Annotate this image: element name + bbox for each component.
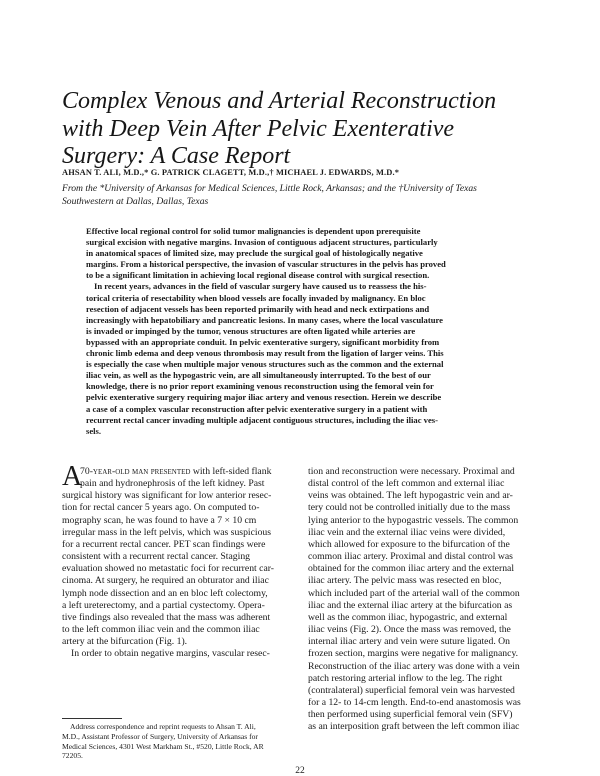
abstract-line: bypassed with an appropriate conduit. In pelvic exenterative surgery, significant morbidity from [86,336,440,347]
correspondence-footnote [62,722,300,761]
title-line: Surgery: A Case Report [62,143,291,169]
body-line: a left ureterectomy, and a partial cystectomy. Opera- [62,599,265,611]
body-line: lying anterior to the hypogastric vessels. The common [308,514,519,526]
affiliations [62,183,552,208]
body-line: tion and reconstruction were necessary. Proximal and [308,466,515,477]
body-line: distal control of the left common and external iliac [308,478,505,490]
body-line: obtained for the common iliac artery and the external [308,563,515,575]
body-column-left [62,466,300,661]
abstract-line: iliac vein, as well as the hypogastric vein, are all simultaneously interrupted. To the best of our [86,370,431,381]
body-line [62,466,300,478]
body-line: well as the common iliac, hypogastric, and external [308,611,508,623]
body-line: pain and hydronephrosis of the left kidney. Past [80,478,265,490]
body-line: tion for rectal cancer 5 years ago. On computed to- [62,502,260,514]
footnote-divider [62,718,122,719]
body-line: tery could not be controlled initially due to the mass [308,502,511,514]
body-line: internal iliac artery and vein were suture ligated. On [308,636,511,648]
abstract-line: increasingly with hepatobiliary and pancreatic lesions. In many cases, where the local vasculature [86,314,443,325]
abstract-line: In recent years, advances in the field of vascular surgery have caused us to reassess the his- [94,281,427,292]
body-line: artery at the bifurcation (Fig. 1). [62,636,188,648]
affiliation-line: From the *University of Arkansas for Medical Sciences, Little Rock, Arkansas; and the †University of Texas [62,183,477,194]
body-line: irregular mass in the left pelvis, which was suspicious [62,526,272,538]
body-line: common iliac artery. Proximal and distal control was [308,551,513,563]
abstract-line: Effective local regional control for solid tumor malignancies is dependent upon prerequisite [86,226,421,236]
abstract-line: resection of adjacent vessels has been reported primarily with head and neck extirpations and [86,303,430,314]
abstract-line: is especially the case when multiple major venous structures such as the common and the external [86,359,444,370]
page-number: 22 [295,766,305,776]
body-line: (contralateral) superficial femoral vein was harvested [308,684,515,696]
abstract-line: chronic limb edema and deep venous thrombosis may result from the ligation of larger veins. This [86,348,444,359]
body-line: surgical history was significant for low anterior resec- [62,490,272,502]
abstract-line: torical criteria of resectability when blood vessels are focally invaded by malignancy. En bloc [86,292,426,303]
body-line: frozen section, margins were negative for malignancy. [308,648,519,660]
opening-smallcaps: 70-year-old man presented [80,466,191,477]
body-line: consistent with a recurrent rectal cancer. Staging [62,551,251,563]
body-line: In order to obtain negative margins, vascular resec- [71,648,270,660]
body-line: evaluation showed no metastatic foci for recurrent car- [62,563,275,575]
body-line: patch restoring arterial inflow to the leg. The right [308,672,503,684]
body-line: mography scan, he was found to have a 7 × 10 cm [62,514,257,526]
abstract-line: recurrent rectal cancer invading multiple adjacent contiguous structures, including the iliac ves- [86,414,439,425]
abstract-line: sels. [86,425,102,436]
affiliation-line: Southwestern at Dallas, Dallas, Texas [62,195,209,207]
author-list: AHSAN T. ALI, M.D.,* G. PATRICK CLAGETT, M.D.,† MICHAEL J. EDWARDS, M.D.* [62,168,400,177]
body-line: iliac vein and the external iliac veins were divided, [308,526,506,538]
body-line: then performed using superficial femoral vein (SFV) [308,709,513,721]
title-line: with Deep Vein After Pelvic Exenterative [62,115,455,142]
abstract-line: to be a significant limitation in achieving local regional disease control with surgical resection. [86,270,430,281]
body-line: veins was obtained. The left hypogastric vein and ar- [308,490,513,502]
article-title [62,88,552,171]
body-line: to the left common iliac vein and the common iliac [62,624,260,636]
body-column-right [308,466,544,733]
footnote-line: M.D., Assistant Professor of Surgery, University of Arkansas for [62,731,258,741]
footnote-line: Address correspondence and reprint requests to Ahsan T. Ali, [70,722,256,731]
body-line: Reconstruction of the iliac artery was done with a vein [308,660,520,672]
body-line: which included part of the arterial wall of the common [308,587,520,599]
abstract-line: margins. From a historical perspective, the invasion of vascular structures in the pelvis has proved [86,259,446,270]
abstract [86,226,538,437]
body-line: iliac veins (Fig. 2). Once the mass was removed, the [308,624,511,636]
title-line: Complex Venous and Arterial Reconstruction [62,88,497,114]
body-line: as an interposition graft between the left common iliac [308,721,520,733]
abstract-line: pelvic exenterative surgery requiring major iliac artery and venous resection. Herein we describe [86,392,442,403]
footnote-line: Medical Sciences, 4301 West Markham St., #520, Little Rock, AR [62,741,264,751]
abstract-line: in anatomical spaces of limited size, may preclude the surgical goal of histologically negative [86,248,423,259]
drop-cap: A [62,461,83,492]
footnote-line: 72205. [62,751,83,761]
opening-rest: with left-sided flank [190,466,272,477]
abstract-line: surgical excision with negative margins. Invasion of contiguous adjacent structures, particularly [86,237,438,248]
body-line: lymph node dissection and an en bloc left colectomy, [62,587,268,599]
body-line: for a 12- to 14-cm length. End-to-end anastomosis was [308,696,521,708]
abstract-line: knowledge, there is no prior report examining venous reconstruction using the femoral vein for [86,381,434,392]
body-line: tive findings also revealed that the mass was adherent [62,611,271,623]
abstract-line: is invaded or impinged by the tumor, venous structures are often ligated while arteries are [86,325,416,336]
body-line: iliac and the external iliac artery at the bifurcation as [308,599,513,611]
body-line: for a recurrent rectal cancer. PET scan findings were [62,538,266,550]
abstract-line: a case of a complex vascular reconstruction after pelvic exenterative surgery in a patient with [86,403,428,414]
body-line: iliac artery. The pelvic mass was resected en bloc, [308,575,502,587]
body-line: cinoma. At surgery, he required an obturator and iliac [62,575,269,587]
body-line: which allowed for exposure to the bifurcation of the [308,538,510,550]
